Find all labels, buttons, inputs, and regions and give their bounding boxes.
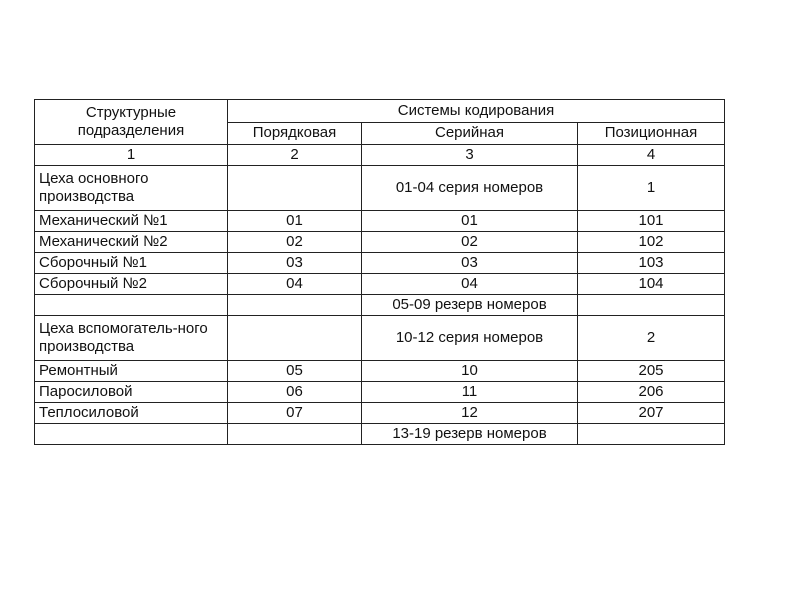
table-row	[35, 232, 725, 253]
coding-systems-table	[34, 99, 725, 445]
table-row	[35, 295, 725, 316]
row-ordinal-code: 02	[228, 232, 362, 253]
row-positional-code: 103	[578, 253, 725, 274]
row-unit-name: Сборочный №2	[35, 274, 228, 295]
row-serial-code: 12	[362, 403, 578, 424]
header-serial: Серийная	[362, 122, 578, 145]
header-coding-systems: Системы кодирования	[228, 100, 725, 123]
table-row	[35, 361, 725, 382]
row-ordinal-code	[228, 316, 362, 361]
header-positional: Позиционная	[578, 122, 725, 145]
row-serial-code: 01-04 серия номеров	[362, 166, 578, 211]
column-number: 1	[35, 145, 228, 166]
row-serial-code: 10	[362, 361, 578, 382]
row-positional-code: 1	[578, 166, 725, 211]
row-serial-code: 02	[362, 232, 578, 253]
row-positional-code: 207	[578, 403, 725, 424]
row-serial-code: 05-09 резерв номеров	[362, 295, 578, 316]
row-ordinal-code: 05	[228, 361, 362, 382]
row-unit-name	[35, 295, 228, 316]
row-unit-name: Ремонтный	[35, 361, 228, 382]
row-ordinal-code	[228, 166, 362, 211]
row-serial-code: 03	[362, 253, 578, 274]
table-row	[35, 211, 725, 232]
table-row	[35, 274, 725, 295]
row-ordinal-code: 07	[228, 403, 362, 424]
row-ordinal-code: 01	[228, 211, 362, 232]
row-positional-code: 206	[578, 382, 725, 403]
row-unit-name: Цеха вспомогатель-ного производства	[35, 316, 228, 361]
column-number: 3	[362, 145, 578, 166]
header-structural-units: Структурные подразделения	[35, 100, 228, 145]
row-serial-code: 04	[362, 274, 578, 295]
table-row	[35, 253, 725, 274]
row-unit-name: Цеха основного производства	[35, 166, 228, 211]
row-ordinal-code: 03	[228, 253, 362, 274]
row-positional-code	[578, 295, 725, 316]
column-number: 2	[228, 145, 362, 166]
row-positional-code: 101	[578, 211, 725, 232]
table-row	[35, 166, 725, 211]
row-serial-code: 13-19 резерв номеров	[362, 424, 578, 445]
row-unit-name: Паросиловой	[35, 382, 228, 403]
table-row	[35, 424, 725, 445]
column-number: 4	[578, 145, 725, 166]
row-ordinal-code	[228, 295, 362, 316]
row-serial-code: 10-12 серия номеров	[362, 316, 578, 361]
row-unit-name: Сборочный №1	[35, 253, 228, 274]
row-unit-name: Механический №2	[35, 232, 228, 253]
row-ordinal-code: 06	[228, 382, 362, 403]
row-positional-code	[578, 424, 725, 445]
row-positional-code: 2	[578, 316, 725, 361]
row-ordinal-code: 04	[228, 274, 362, 295]
header-row	[35, 100, 725, 123]
row-ordinal-code	[228, 424, 362, 445]
table-row	[35, 316, 725, 361]
header-ordinal: Порядковая	[228, 122, 362, 145]
row-positional-code: 104	[578, 274, 725, 295]
row-positional-code: 205	[578, 361, 725, 382]
row-unit-name: Теплосиловой	[35, 403, 228, 424]
row-positional-code: 102	[578, 232, 725, 253]
row-unit-name: Механический №1	[35, 211, 228, 232]
table-row	[35, 382, 725, 403]
row-unit-name	[35, 424, 228, 445]
table-row	[35, 403, 725, 424]
row-serial-code: 01	[362, 211, 578, 232]
row-serial-code: 11	[362, 382, 578, 403]
column-numbers-row	[35, 145, 725, 166]
